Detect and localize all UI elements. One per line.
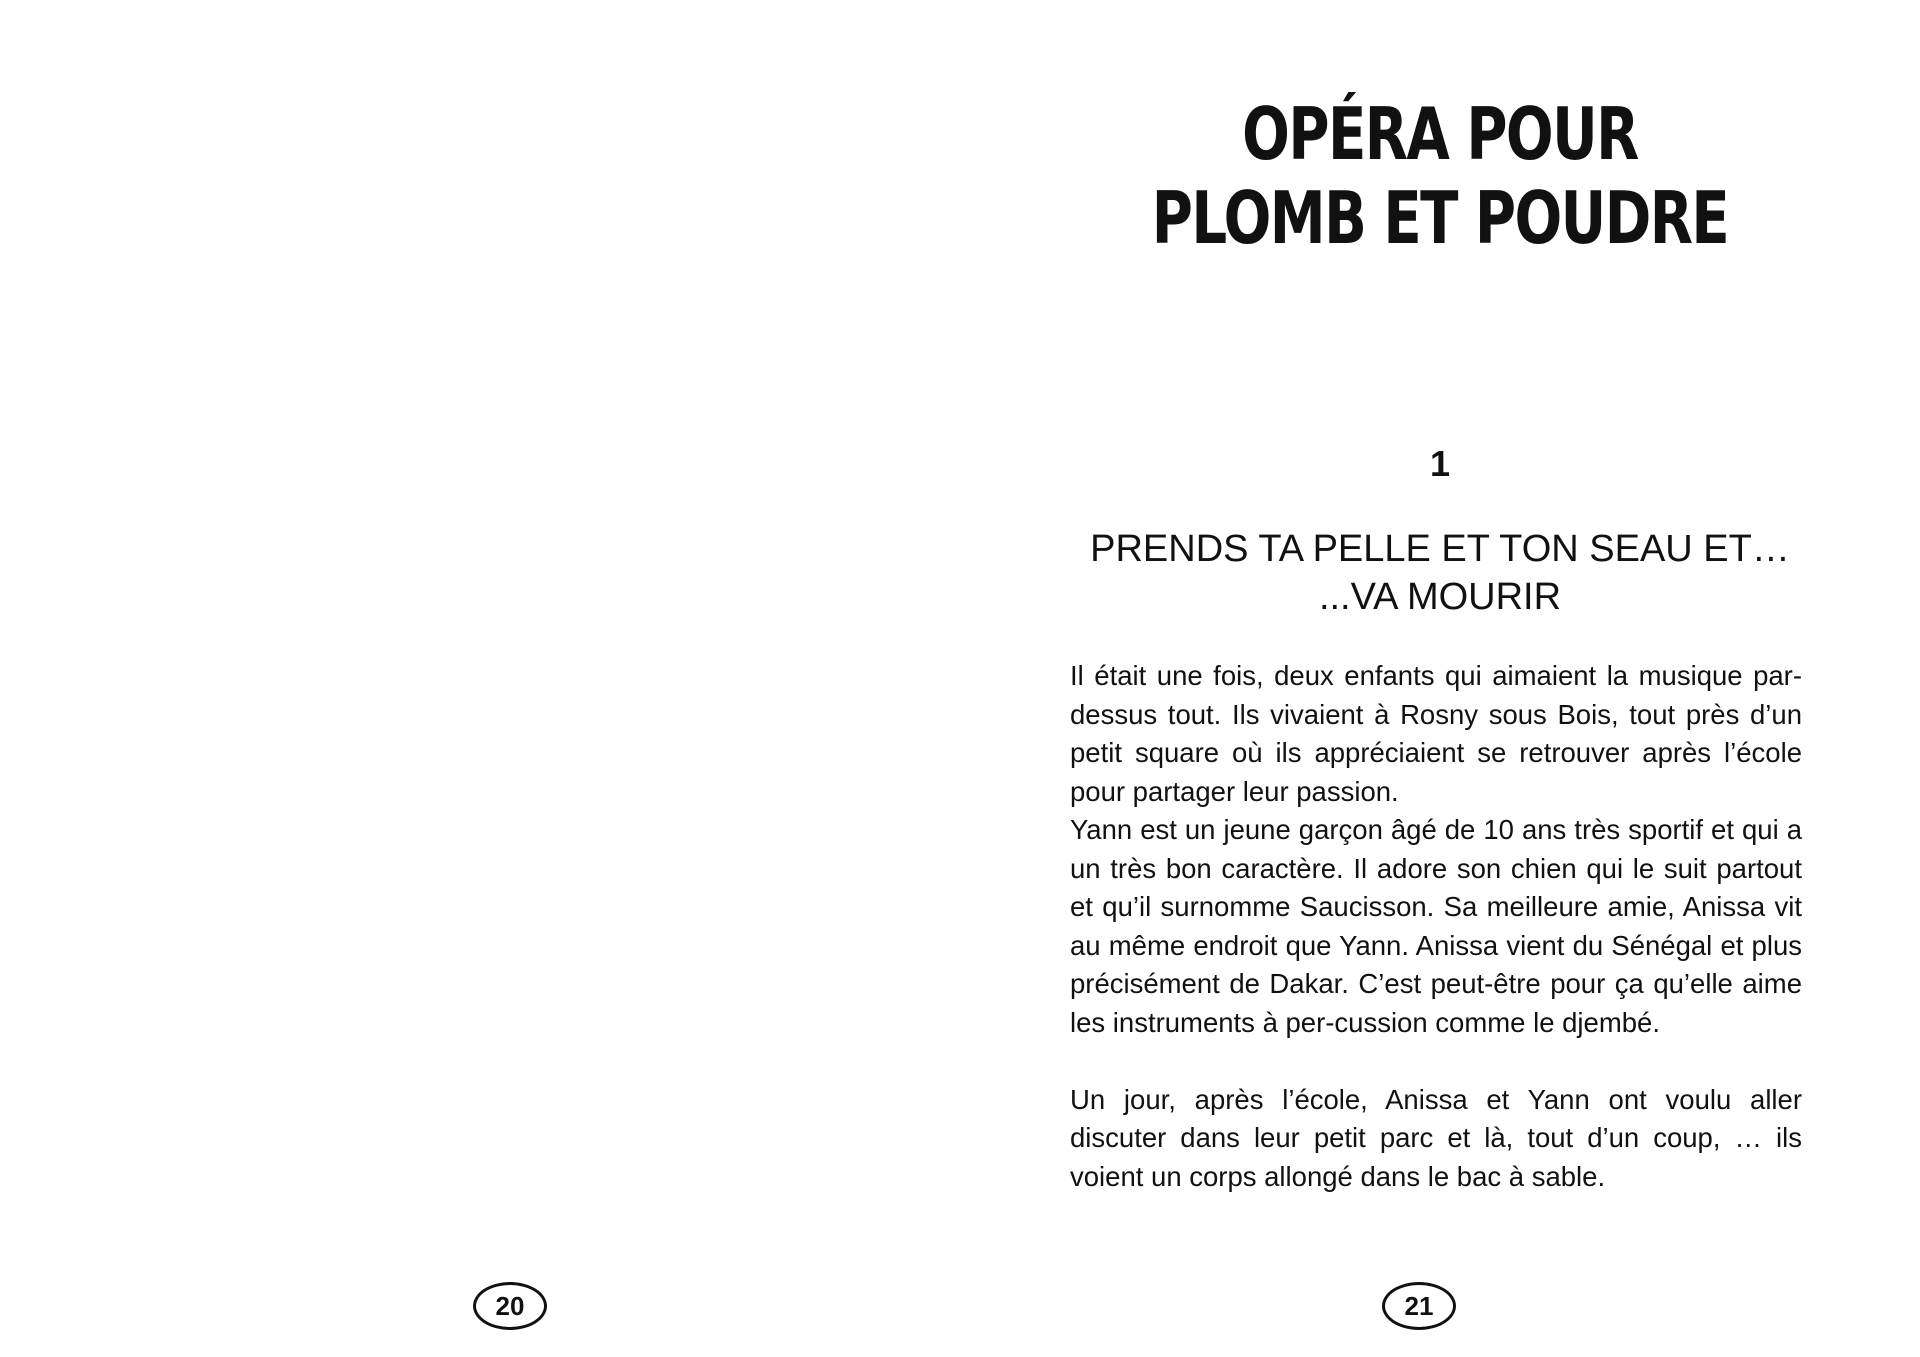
chapter-title-line-2: ...VA MOURIR [1318,576,1562,618]
chapter-title [1070,525,1810,621]
right-page [960,0,1920,1357]
chapter-body [1070,657,1802,1196]
chapter-number: 1 [1429,443,1451,484]
book-title-line-1: OPÉRA POUR [1242,92,1638,176]
chapter-title-line-1: PRENDS TA PELLE ET TON SEAU ET… [1090,528,1790,570]
paragraph-2: Yann est un jeune garçon âgé de 10 ans très sportif et qui a un très bon caractère. Il adore son chien qui le suit partout et qu’il surnomme Saucisson. Sa meilleure amie, Anissa vit au même endroit que Yann. Anissa vient du Sénégal et plus précisément de Dakar. C’est peut-être pour ça qu’elle aime les instruments à per-cussion comme le djembé. [1070,814,1802,1038]
book-title [1066,92,1815,260]
page-number-left: 20 [473,1282,547,1330]
paragraph-3: Un jour, après l’école, Anissa et Yann ont voulu aller discuter dans leur petit parc et là, tout d’un coup, … ils voient un corps allongé dans le bac à sable. [1070,1083,1802,1192]
page-number-right: 21 [1382,1282,1456,1330]
paragraph-1: Il était une fois, deux enfants qui aimaient la musique par-dessus tout. Ils vivaient à Rosny sous Bois, tout près d’un petit square où ils appréciaient se retrouver après l’école pour partager leur passion. [1070,660,1802,807]
book-title-line-2: PLOMB ET POUDRE [1151,176,1729,260]
